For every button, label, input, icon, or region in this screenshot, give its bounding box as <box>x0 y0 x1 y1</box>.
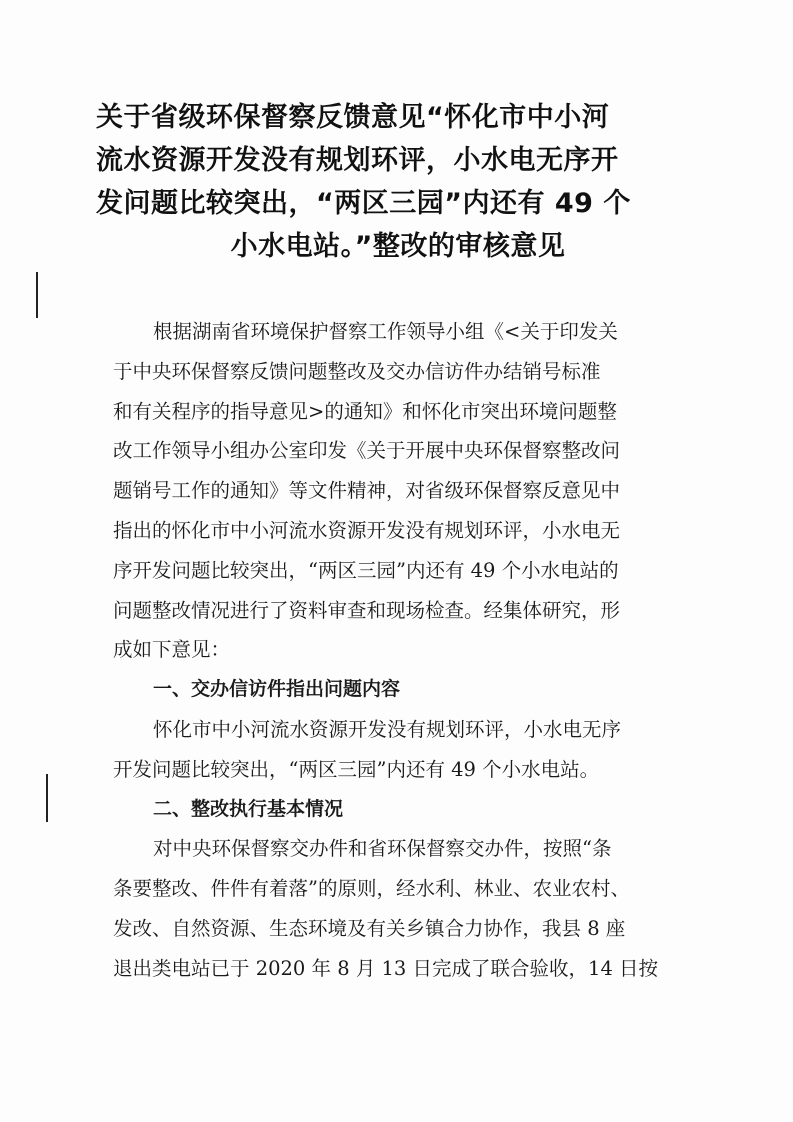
title-line: 关于省级环保督察反馈意见“怀化市中小河 <box>96 102 610 133</box>
paragraph-basis <box>113 312 673 670</box>
paragraph-rectification-status <box>113 829 673 988</box>
title-line: 小水电站。”整改的审核意见 <box>230 231 566 262</box>
body-line: 题销号工作的通知》等文件精神，对省级环保督察反意见中 <box>113 479 621 503</box>
body-line: 成如下意见： <box>113 638 231 662</box>
body-line: 退出类电站已于 2020 年 8 月 13 日完成了联合验收，14 日按 <box>113 956 659 980</box>
binding-mark-bottom <box>46 774 48 822</box>
body-line: 于中央环保督察反馈问题整改及交办信访件办结销号标准 <box>113 359 601 383</box>
binding-mark-top <box>36 272 38 318</box>
body-line: 怀化市中小河流水资源开发没有规划环评，小水电无序 <box>153 717 622 741</box>
section-heading-1: 一、交办信访件指出问题内容 <box>153 678 401 701</box>
title-line: 发问题比较突出，“两区三园”内还有 49 个 <box>96 188 631 219</box>
body-line: 条要整改、件件有着落”的原则，经水利、林业、农业农村、 <box>113 877 630 901</box>
body-line: 开发问题比较突出，“两区三园”内还有 49 个小水电站。 <box>113 757 600 781</box>
body-line: 根据湖南省环境保护督察工作领导小组《<关于印发关 <box>153 320 618 343</box>
body-line: 指出的怀化市中小河流水资源开发没有规划环评，小水电无 <box>113 518 621 542</box>
section-heading-2: 二、整改执行基本情况 <box>153 797 344 820</box>
body-line: 对中央环保督察交办件和省环保督察交办件，按照“条 <box>153 837 612 861</box>
paragraph-issue-content <box>113 710 673 790</box>
title-line: 流水资源开发没有规划环评，小水电无序开 <box>96 145 619 176</box>
body-line: 问题整改情况进行了资料审查和现场检查。经集体研究，形 <box>113 598 621 622</box>
body-line: 发改、自然资源、生态环境及有关乡镇合力协作，我县 8 座 <box>113 916 626 940</box>
body-line: 改工作领导小组办公室印发《关于开展中央环保督察整改问 <box>113 439 621 463</box>
document-body <box>113 312 673 989</box>
body-line: 和有关程序的指导意见>的通知》和怀化市突出环境问题整 <box>113 399 617 423</box>
body-line: 序开发问题比较突出，“两区三园”内还有 49 个小水电站的 <box>113 558 619 582</box>
document-title <box>96 96 700 268</box>
